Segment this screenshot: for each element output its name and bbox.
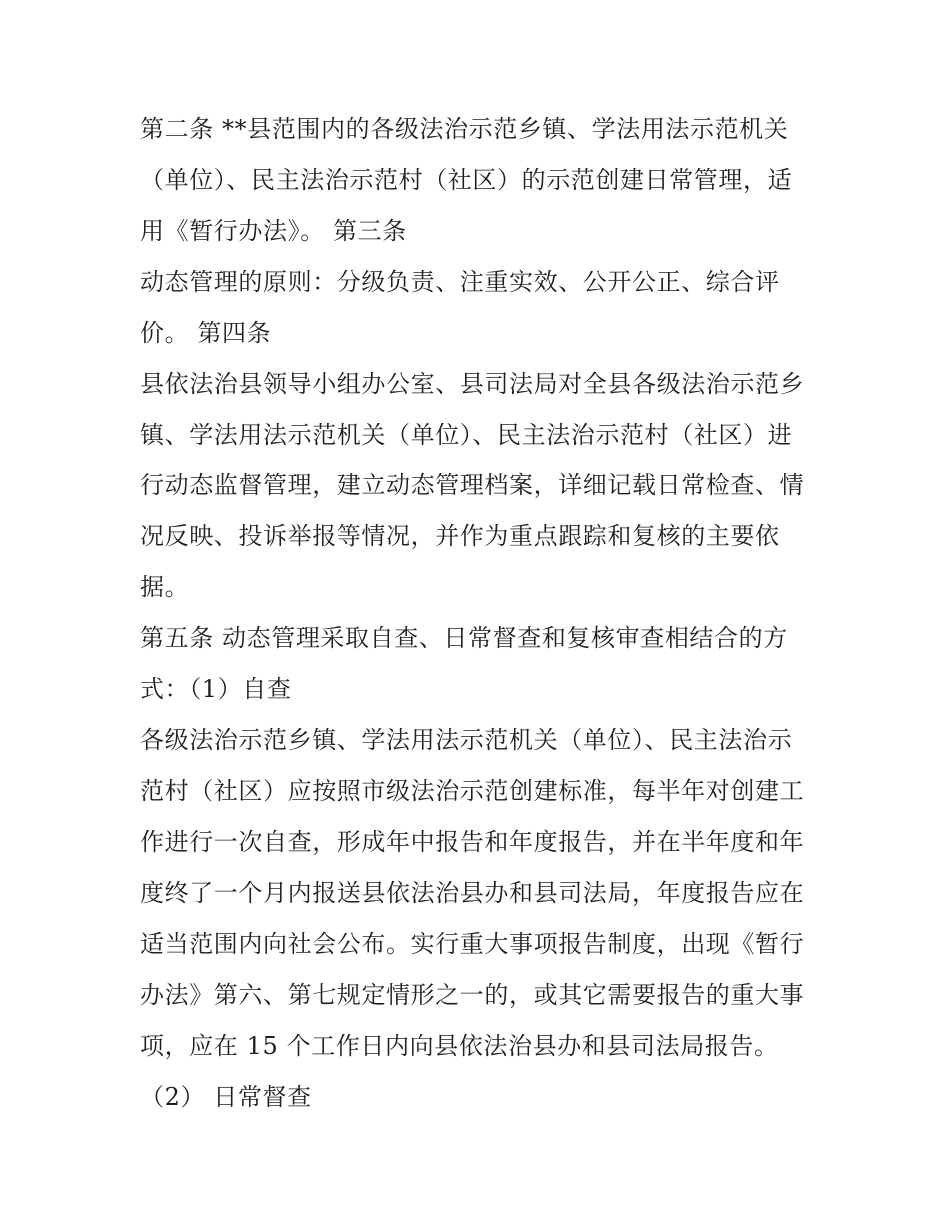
text-line: 第五条 动态管理采取自查、日常督查和复核审查相结合的方 xyxy=(140,624,788,652)
text-line: 范村（社区）应按照市级法治示范创建标准，每半年对创建工 xyxy=(140,777,805,805)
text-line: 据。 xyxy=(140,573,190,601)
text-line: 第二条 **县范围内的各级法治示范乡镇、学法用法示范机关 xyxy=(140,115,789,143)
text-line: 镇、学法用法示范机关（单位）、民主法治示范村（社区）进 xyxy=(140,421,793,449)
text-line: （2） 日常督查 xyxy=(140,1083,312,1111)
text-line: 县依法治县领导小组办公室、县司法局对全县各级法治示范乡 xyxy=(140,370,805,398)
text-line: 用《暂行办法》。 第三条 xyxy=(140,217,407,245)
text-line: 作进行一次自查，形成年中报告和年度报告，并在半年度和年 xyxy=(140,828,805,856)
text-line: 项，应在 15 个工作日内向县依法治县办和县司法局报告。 xyxy=(140,1032,779,1060)
text-line: 行动态监督管理，建立动态管理档案，详细记载日常检查、情 xyxy=(140,471,805,499)
text-line: 价。 第四条 xyxy=(140,319,272,347)
text-line: 适当范围内向社会公布。实行重大事项报告制度，出现《暂行 xyxy=(140,930,805,958)
text-line: 动态管理的原则：分级负责、注重实效、公开公正、综合评 xyxy=(140,268,780,296)
text-line: 式：（1）自查 xyxy=(140,675,292,703)
text-line: 度终了一个月内报送县依法治县办和县司法局，年度报告应在 xyxy=(140,879,805,907)
text-line: 况反映、投诉举报等情况，并作为重点跟踪和复核的主要依 xyxy=(140,522,780,550)
text-line: 各级法治示范乡镇、学法用法示范机关（单位）、民主法治示 xyxy=(140,726,793,754)
text-line: 办法》第六、第七规定情形之一的，或其它需要报告的重大事 xyxy=(140,981,805,1009)
text-line: （单位）、民主法治示范村（社区）的示范创建日常管理，适 xyxy=(140,166,793,194)
